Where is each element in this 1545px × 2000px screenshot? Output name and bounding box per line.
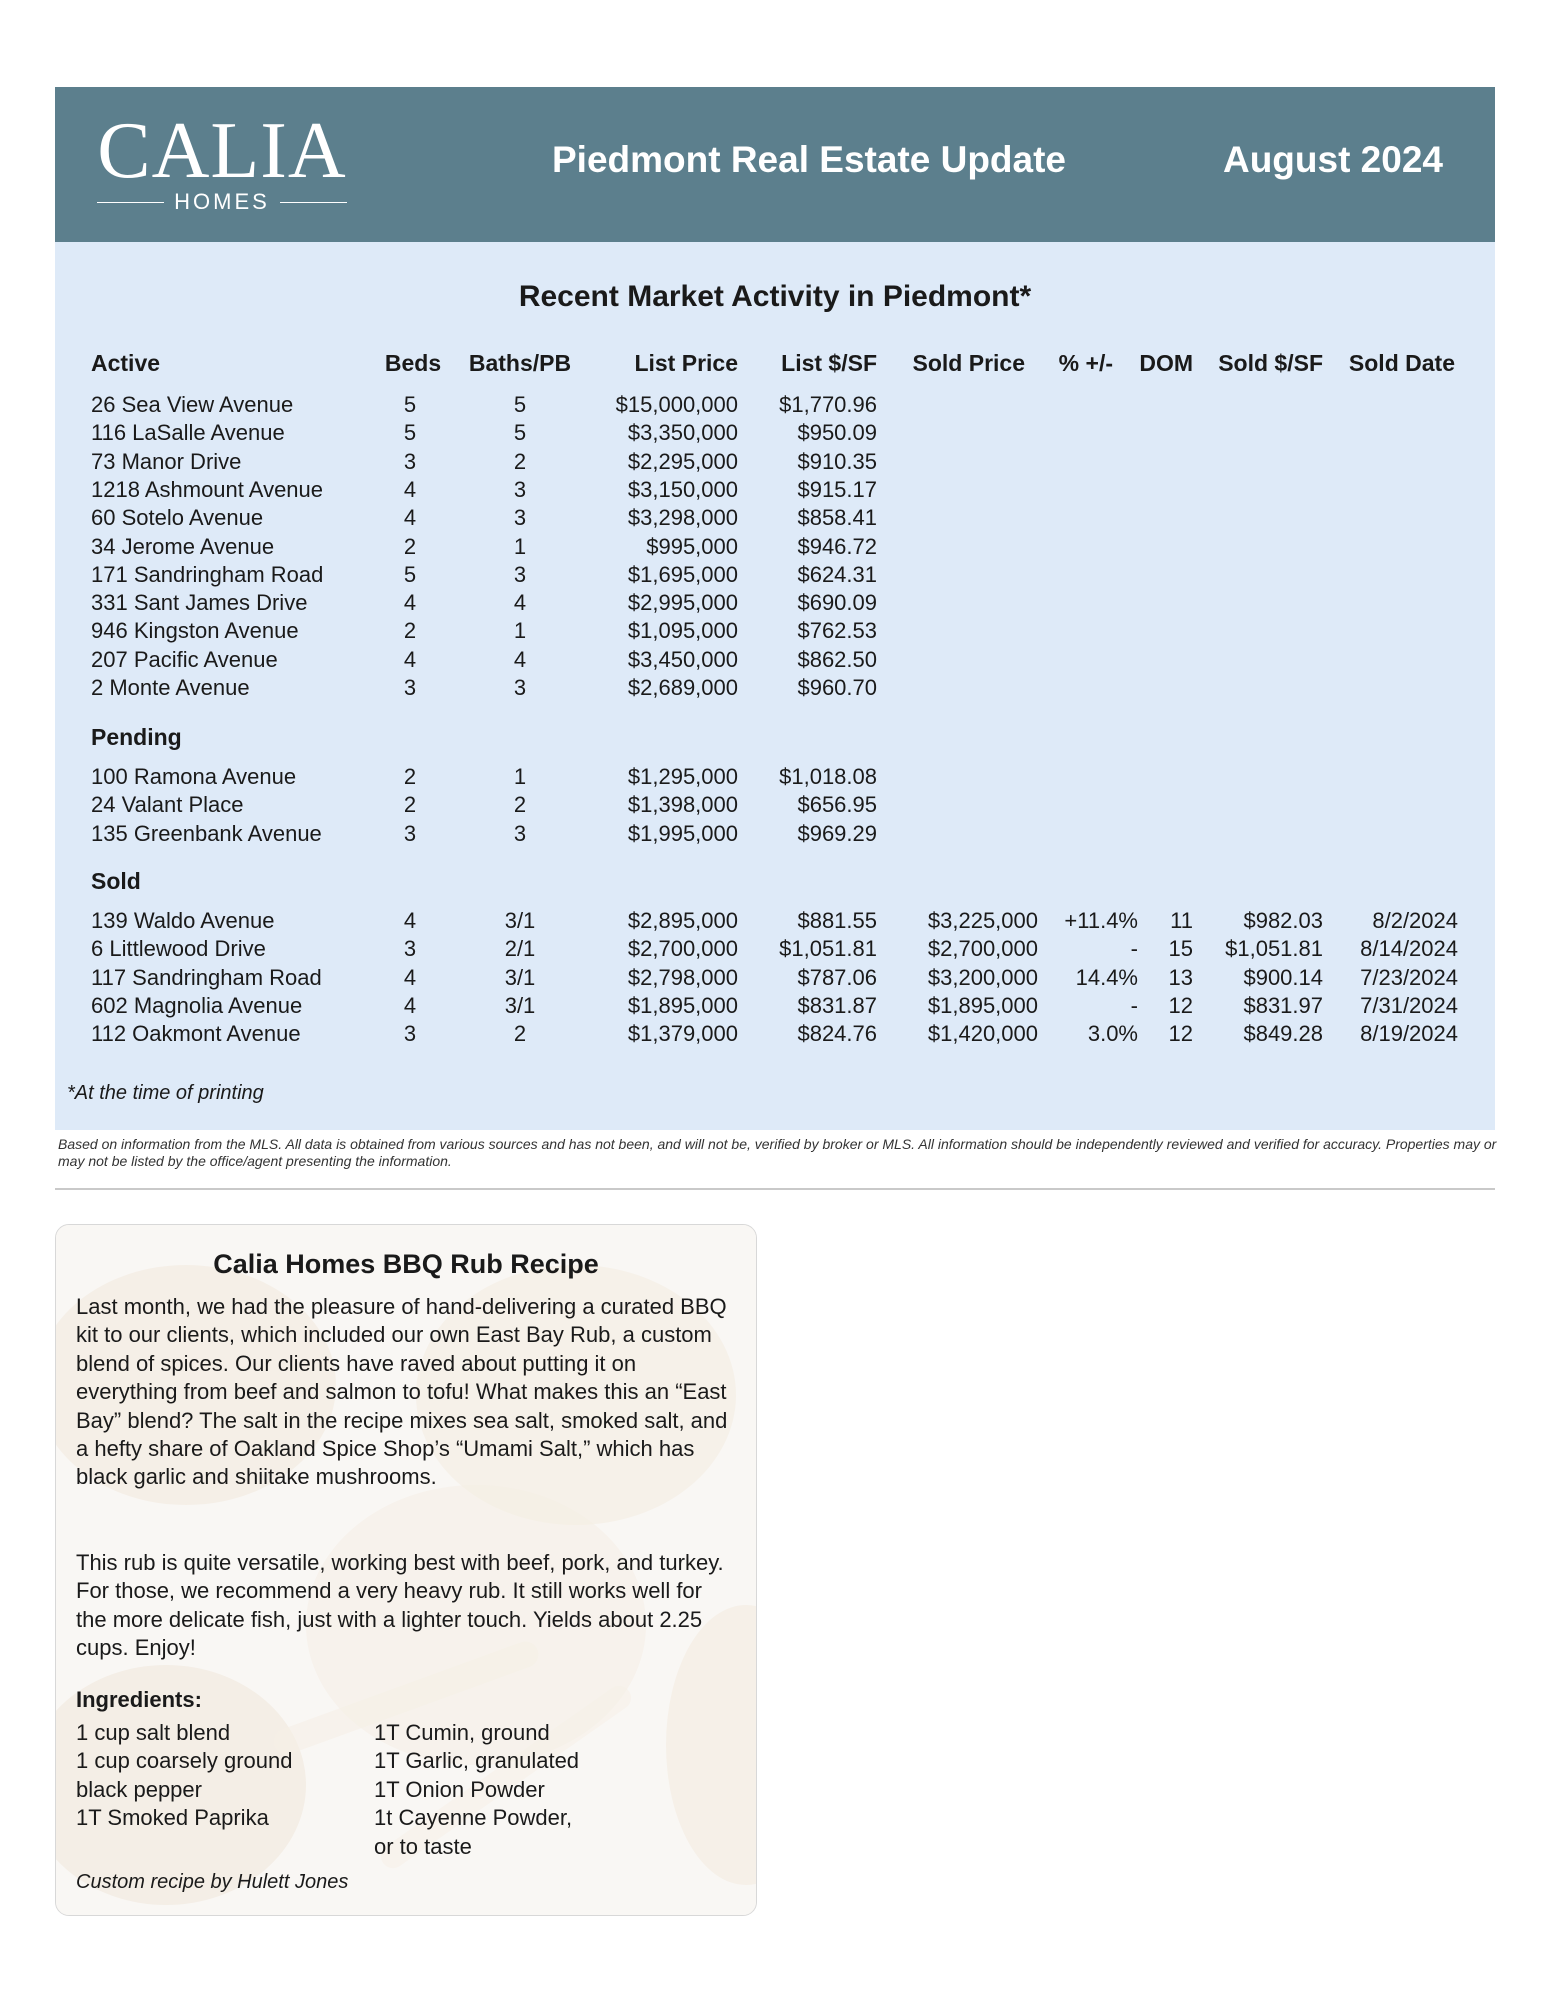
sold-row-4-dom: 12 <box>1168 1021 1193 1047</box>
logo-subtitle-text: HOMES <box>174 189 270 214</box>
sold-row-4-list-psf: $824.76 <box>797 1021 877 1047</box>
active-row-2-address: 73 Manor Drive <box>91 448 242 474</box>
active-row-1-list-psf: $950.09 <box>797 420 877 446</box>
sold-row-0-baths: 3/1 <box>504 908 536 933</box>
ingredients-right-column <box>374 1719 579 1861</box>
sold-row-3-list-price: $1,895,000 <box>627 992 738 1018</box>
section-label-sold: Sold <box>91 868 141 894</box>
active-row-1-baths: 5 <box>513 420 527 446</box>
active-row-6-address: 171 Sandringham Road <box>91 561 324 587</box>
logo-rule-left <box>97 202 164 203</box>
sold-row-1-pct-change: - <box>1130 936 1138 962</box>
pending-row-2-baths: 3 <box>513 820 527 846</box>
ingredient-item: 1 cup salt blend <box>76 1720 231 1745</box>
sold-row-4-sold-psf: $849.28 <box>1243 1021 1323 1047</box>
ingredients-label: Ingredients: <box>76 1687 202 1712</box>
sold-row-2-list-price: $2,798,000 <box>627 964 738 990</box>
sold-row-4-pct-change: 3.0% <box>1087 1021 1138 1047</box>
active-row-5-baths: 1 <box>513 533 527 559</box>
sold-row-2-baths: 3/1 <box>504 964 536 990</box>
active-row-1-list-price: $3,350,000 <box>627 420 738 446</box>
active-row-6-list-psf: $624.31 <box>797 561 877 587</box>
sold-row-1-sold-psf: $1,051.81 <box>1225 936 1323 962</box>
sold-row-2-beds: 4 <box>403 964 417 990</box>
active-row-9-list-price: $3,450,000 <box>627 646 738 672</box>
active-row-4-baths: 3 <box>513 505 527 531</box>
active-row-2-list-psf: $910.35 <box>797 448 877 474</box>
sold-row-4-beds: 3 <box>403 1021 417 1047</box>
sold-row-3-beds: 4 <box>403 992 417 1018</box>
column-header-sold-date: Sold Date <box>1348 350 1455 376</box>
sold-row-2-dom: 13 <box>1168 964 1193 990</box>
sold-row-1-list-psf: $1,051.81 <box>779 936 877 962</box>
active-row-8-list-price: $1,095,000 <box>627 618 738 644</box>
active-row-7-baths: 4 <box>513 590 527 616</box>
pending-row-1-address: 24 Valant Place <box>91 792 244 818</box>
section-label-pending: Pending <box>91 724 182 750</box>
sold-row-1-sold-price: $2,700,000 <box>927 936 1038 962</box>
column-header-dom: DOM <box>1139 350 1193 376</box>
sold-row-2-sold-price: $3,200,000 <box>927 964 1038 990</box>
recipe-title: Calia Homes BBQ Rub Recipe <box>213 1249 599 1279</box>
active-row-8-beds: 2 <box>403 618 417 644</box>
column-header-baths: Baths/PB <box>468 350 572 376</box>
logo-rule-right <box>280 202 347 203</box>
column-header-list-price: List Price <box>634 350 738 376</box>
active-row-4-list-psf: $858.41 <box>797 505 877 531</box>
sold-row-0-sold-price: $3,225,000 <box>927 908 1038 933</box>
active-row-3-address: 1218 Ashmount Avenue <box>91 476 324 502</box>
recipe-usage-paragraph: This rub is quite versatile, working best with beef, pork, and turkey. For those, we recommend a very heavy rub. It still works well for the more delicate fish, just with a lighter touch. Yields about 2.25 cups. Enjoy! <box>76 1550 724 1661</box>
active-row-4-address: 60 Sotelo Avenue <box>91 505 264 531</box>
pending-row-2-list-price: $1,995,000 <box>627 820 738 846</box>
active-row-4-list-price: $3,298,000 <box>627 505 738 531</box>
market-activity-panel <box>55 242 1495 1130</box>
active-row-6-beds: 5 <box>403 561 417 587</box>
column-header-active: Active <box>91 350 161 376</box>
recipe-intro-paragraph: Last month, we had the pleasure of hand-delivering a curated BBQ kit to our clients, which included our own East Bay Rub, a custom blend of spices. Our clients have raved about putting it on everything from beef and salmon to tofu! What makes this an “East Bay” blend? The salt in the recipe mixes sea salt, smoked salt, and a hefty share of Oakland Spice Shop’s “Umami Salt,” which has black garlic and shiitake mushrooms. <box>76 1294 728 1490</box>
sold-row-0-address: 139 Waldo Avenue <box>91 908 275 933</box>
active-row-3-list-psf: $915.17 <box>797 476 877 502</box>
active-row-3-list-price: $3,150,000 <box>627 476 738 502</box>
pending-row-0-list-psf: $1,018.08 <box>779 764 877 789</box>
active-row-9-beds: 4 <box>403 646 417 672</box>
active-row-8-baths: 1 <box>513 618 527 644</box>
active-row-0-beds: 5 <box>403 392 417 417</box>
active-row-0-list-price: $15,000,000 <box>615 392 738 417</box>
sold-row-0-dom: 11 <box>1170 908 1193 933</box>
sold-row-2-list-psf: $787.06 <box>797 964 877 990</box>
sold-row-3-sold-date: 7/31/2024 <box>1360 992 1458 1018</box>
sold-row-3-address: 602 Magnolia Avenue <box>91 992 303 1018</box>
footnote: *At the time of printing <box>67 1082 264 1104</box>
active-row-9-baths: 4 <box>513 646 527 672</box>
pending-row-1-beds: 2 <box>403 792 417 818</box>
sold-row-1-baths: 2/1 <box>504 936 536 962</box>
sold-row-4-sold-date: 8/19/2024 <box>1360 1021 1458 1047</box>
active-row-7-list-psf: $690.09 <box>797 590 877 616</box>
recipe-content <box>56 1225 756 1915</box>
pending-row-0-beds: 2 <box>403 764 417 789</box>
active-row-2-beds: 3 <box>403 448 417 474</box>
header-date: August 2024 <box>1222 139 1443 180</box>
sold-row-0-list-psf: $881.55 <box>797 908 877 933</box>
pending-row-2-beds: 3 <box>403 820 417 846</box>
sold-row-4-baths: 2 <box>513 1021 527 1047</box>
sold-row-3-pct-change: - <box>1130 992 1138 1018</box>
header-title: Piedmont Real Estate Update <box>552 139 1067 180</box>
sold-row-1-sold-date: 8/14/2024 <box>1360 936 1458 962</box>
sold-row-1-beds: 3 <box>403 936 417 962</box>
sold-row-3-dom: 12 <box>1168 992 1193 1018</box>
active-row-1-address: 116 LaSalle Avenue <box>91 420 285 446</box>
column-header-beds: Beds <box>384 350 442 376</box>
sold-row-0-pct-change: +11.4% <box>1064 908 1138 933</box>
active-row-5-list-price: $995,000 <box>646 533 738 559</box>
pending-row-0-list-price: $1,295,000 <box>627 764 738 789</box>
pending-row-1-list-price: $1,398,000 <box>627 792 738 818</box>
sold-row-0-sold-date: 8/2/2024 <box>1372 908 1458 933</box>
sold-row-2-sold-date: 7/23/2024 <box>1360 964 1458 990</box>
ingredient-item: 1T Onion Powder <box>374 1776 545 1802</box>
active-row-10-list-psf: $960.70 <box>797 675 877 700</box>
section-divider <box>55 1188 1495 1190</box>
recipe-credit: Custom recipe by Hulett Jones <box>76 1871 349 1893</box>
active-row-5-address: 34 Jerome Avenue <box>91 533 275 559</box>
pending-row-2-list-psf: $969.29 <box>797 820 877 846</box>
pending-row-1-baths: 2 <box>513 792 527 818</box>
ingredient-item: 1T Cumin, ground <box>374 1720 550 1745</box>
pending-row-0-address: 100 Ramona Avenue <box>91 764 297 789</box>
active-row-10-beds: 3 <box>403 675 417 700</box>
column-header-sold-price: Sold Price <box>912 350 1025 376</box>
active-row-3-beds: 4 <box>403 476 417 502</box>
sold-row-4-address: 112 Oakmont Avenue <box>91 1021 301 1047</box>
sold-row-2-sold-psf: $900.14 <box>1243 964 1323 990</box>
active-row-10-list-price: $2,689,000 <box>627 675 738 700</box>
active-row-0-baths: 5 <box>513 392 527 417</box>
sold-row-4-list-price: $1,379,000 <box>627 1021 738 1047</box>
active-row-5-beds: 2 <box>403 533 417 559</box>
sold-row-3-sold-psf: $831.97 <box>1243 992 1323 1018</box>
sold-row-2-address: 117 Sandringham Road <box>91 964 322 990</box>
active-row-8-list-psf: $762.53 <box>797 618 877 644</box>
pending-row-0-baths: 1 <box>513 764 527 789</box>
active-row-6-list-price: $1,695,000 <box>627 561 738 587</box>
header-banner <box>55 87 1495 242</box>
sold-row-0-sold-psf: $982.03 <box>1243 908 1323 933</box>
mls-disclaimer: Based on information from the MLS. All data is obtained from various sources and has not been, and will not be, verified by broker or MLS. All information should be independently reviewed and verified for accuracy. Properties may or may not be listed by the office/agent presenting the information. <box>58 1136 1497 1169</box>
ingredient-item: or to taste <box>374 1833 472 1859</box>
active-row-0-address: 26 Sea View Avenue <box>91 392 294 417</box>
active-row-10-baths: 3 <box>513 675 527 700</box>
sold-row-1-address: 6 Littlewood Drive <box>91 936 266 962</box>
active-row-7-beds: 4 <box>403 590 417 616</box>
active-row-10-address: 2 Monte Avenue <box>91 675 250 700</box>
ingredient-item: 1T Garlic, granulated <box>374 1748 580 1774</box>
logo-wordmark: CALIA <box>97 107 347 195</box>
sold-row-3-sold-price: $1,895,000 <box>927 992 1038 1018</box>
sold-row-3-baths: 3/1 <box>504 992 536 1018</box>
active-row-5-list-psf: $946.72 <box>797 533 877 559</box>
sold-row-2-pct-change: 14.4% <box>1075 964 1138 990</box>
active-row-7-list-price: $2,995,000 <box>627 590 738 616</box>
sold-row-4-sold-price: $1,420,000 <box>927 1021 1038 1047</box>
ingredient-item: 1t Cayenne Powder, <box>374 1805 573 1831</box>
active-row-7-address: 331 Sant James Drive <box>91 590 308 616</box>
column-header-pct-change: % +/- <box>1058 350 1113 376</box>
pending-row-1-list-psf: $656.95 <box>797 792 877 818</box>
ingredient-item: black pepper <box>76 1776 202 1802</box>
active-row-9-list-psf: $862.50 <box>797 646 877 672</box>
ingredients-left-column <box>76 1719 292 1833</box>
sold-row-0-list-price: $2,895,000 <box>627 908 738 933</box>
column-header-sold-psf: Sold $/SF <box>1218 350 1323 376</box>
active-row-1-beds: 5 <box>403 420 417 446</box>
calia-homes-logo <box>97 107 347 214</box>
sold-row-3-list-psf: $831.87 <box>797 992 877 1018</box>
active-row-8-address: 946 Kingston Avenue <box>91 618 299 644</box>
column-header-list-psf: List $/SF <box>781 350 877 376</box>
active-row-9-address: 207 Pacific Avenue <box>91 646 278 672</box>
active-row-2-list-price: $2,295,000 <box>627 448 738 474</box>
active-row-6-baths: 3 <box>513 561 527 587</box>
ingredient-item: 1 cup coarsely ground <box>76 1748 293 1774</box>
ingredient-item: 1T Smoked Paprika <box>76 1805 269 1831</box>
sold-row-1-list-price: $2,700,000 <box>627 936 738 962</box>
sold-row-0-beds: 4 <box>403 908 417 933</box>
pending-row-2-address: 135 Greenbank Avenue <box>91 820 322 846</box>
active-row-0-list-psf: $1,770.96 <box>779 392 877 417</box>
recipe-card <box>55 1224 757 1916</box>
market-activity-title: Recent Market Activity in Piedmont* <box>518 280 1032 313</box>
active-row-2-baths: 2 <box>513 448 527 474</box>
active-row-4-beds: 4 <box>403 505 417 531</box>
sold-row-1-dom: 15 <box>1168 936 1193 962</box>
active-row-3-baths: 3 <box>513 476 527 502</box>
